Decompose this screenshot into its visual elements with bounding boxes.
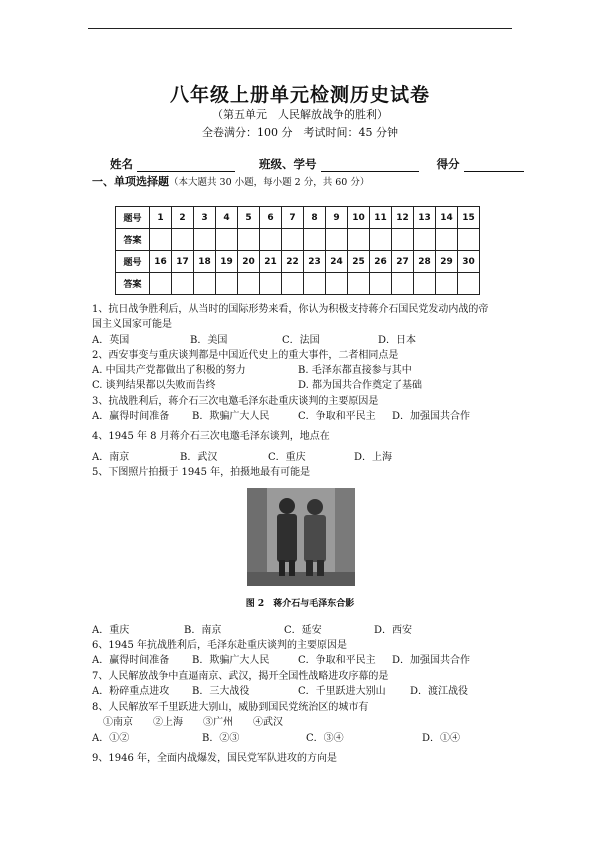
question-number: 20 <box>238 251 260 273</box>
question-number: 10 <box>348 207 370 229</box>
option[interactable]: D．加强国共合作 <box>392 655 471 666</box>
option[interactable]: B．武汉 <box>180 452 218 463</box>
answer-cell[interactable] <box>392 229 414 251</box>
row-label: 题号 <box>116 251 150 273</box>
answer-cell[interactable] <box>414 229 436 251</box>
historical-photo <box>247 488 355 586</box>
option[interactable]: A．南京 <box>92 452 130 463</box>
question-number: 15 <box>458 207 480 229</box>
answer-cell[interactable] <box>436 273 458 295</box>
question-number-row <box>116 207 480 229</box>
unit-subtitle: （第五单元 人民解放战争的胜利） <box>212 108 388 121</box>
answer-cell[interactable] <box>282 273 304 295</box>
photo-illustration <box>247 488 355 586</box>
option[interactable]: B．三大战役 <box>192 686 250 697</box>
option[interactable]: A．①② <box>92 733 130 744</box>
answer-row <box>116 229 480 251</box>
exam-meta: 全卷满分：100 分 考试时间：45 分钟 <box>202 126 398 139</box>
option[interactable]: D．加强国共合作 <box>392 411 471 422</box>
section-title: 一、单项选择题 <box>92 175 169 188</box>
question-number: 30 <box>458 251 480 273</box>
option[interactable]: A．赢得时间准备 <box>92 655 170 666</box>
question-number: 29 <box>436 251 458 273</box>
option[interactable]: B．欺骗广大人民 <box>192 411 270 422</box>
page-title: 八年级上册单元检测历史试卷 <box>169 84 430 106</box>
question-1-stem: 1、抗日战争胜利后，从当时的国际形势来看，你认为积极支持蒋介石国民党发动内战的帝 <box>92 304 489 315</box>
question-7-stem: 7、人民解放战争中直逼南京、武汉，揭开全国性战略进攻序幕的是 <box>92 671 389 682</box>
option[interactable]: B．美国 <box>190 335 228 346</box>
answer-cell[interactable] <box>436 229 458 251</box>
name-label: 姓名 <box>110 157 133 171</box>
option[interactable]: C．争取和平民主 <box>298 655 376 666</box>
question-number: 22 <box>282 251 304 273</box>
question-number: 4 <box>216 207 238 229</box>
question-number: 27 <box>392 251 414 273</box>
option[interactable]: A．赢得时间准备 <box>92 411 170 422</box>
question-number: 2 <box>172 207 194 229</box>
score-label: 得分 <box>436 157 460 171</box>
answer-cell[interactable] <box>348 273 370 295</box>
question-number: 16 <box>150 251 172 273</box>
answer-cell[interactable] <box>216 273 238 295</box>
answer-cell[interactable] <box>260 273 282 295</box>
question-4-stem: 4、1945 年 8 月蒋介石三次电邀毛泽东谈判，地点在 <box>92 431 330 442</box>
question-number: 1 <box>150 207 172 229</box>
option[interactable]: C．法国 <box>282 335 320 346</box>
question-9-stem: 9、1946 年，全面内战爆发，国民党军队进攻的方向是 <box>92 753 337 764</box>
top-rule <box>88 28 512 29</box>
option[interactable]: D．渡江战役 <box>410 686 469 697</box>
option[interactable]: B. 毛泽东都直接参与其中 <box>298 365 412 376</box>
option[interactable]: C．延安 <box>284 625 322 636</box>
question-2-stem: 2、西安事变与重庆谈判都是中国近代史上的重大事件，二者相同点是 <box>92 350 399 361</box>
answer-cell[interactable] <box>458 273 480 295</box>
question-number: 5 <box>238 207 260 229</box>
option[interactable]: A．英国 <box>92 335 130 346</box>
question-number: 25 <box>348 251 370 273</box>
question-number: 26 <box>370 251 392 273</box>
class-field[interactable] <box>321 159 419 172</box>
answer-cell[interactable] <box>150 229 172 251</box>
question-8-stem: 8、人民解放军千里跃进大别山，威胁到国民党统治区的城市有 <box>92 702 369 713</box>
class-label: 班级、学号 <box>259 157 317 171</box>
question-number: 19 <box>216 251 238 273</box>
question-number: 18 <box>194 251 216 273</box>
option[interactable]: D．日本 <box>378 335 417 346</box>
question-1-stem-cont: 国主义国家可能是 <box>92 319 172 330</box>
question-number: 6 <box>260 207 282 229</box>
question-number: 13 <box>414 207 436 229</box>
answer-cell[interactable] <box>238 229 260 251</box>
question-number: 21 <box>260 251 282 273</box>
section-note: （本大题共 30 小题，每小题 2 分，共 60 分） <box>169 177 370 188</box>
score-field[interactable] <box>464 159 524 172</box>
question-3-stem: 3、抗战胜利后，蒋介石三次电邀毛泽东赴重庆谈判的主要原因是 <box>92 396 379 407</box>
answer-cell[interactable] <box>216 229 238 251</box>
question-number: 7 <box>282 207 304 229</box>
photo-caption: 图 2 蒋介石与毛泽东合影 <box>245 599 355 609</box>
question-number: 28 <box>414 251 436 273</box>
answer-cell[interactable] <box>194 273 216 295</box>
answer-cell[interactable] <box>370 229 392 251</box>
option[interactable]: D．上海 <box>354 452 393 463</box>
answer-table <box>115 206 480 295</box>
question-number: 24 <box>326 251 348 273</box>
section-heading <box>92 173 369 189</box>
answer-cell[interactable] <box>260 229 282 251</box>
option[interactable]: C．争取和平民主 <box>298 411 376 422</box>
option[interactable]: D．①④ <box>422 733 461 744</box>
option[interactable]: A．重庆 <box>92 625 130 636</box>
question-number: 11 <box>370 207 392 229</box>
question-6-stem: 6、1945 年抗战胜利后，毛泽东赴重庆谈判的主要原因是 <box>92 640 347 651</box>
answer-cell[interactable] <box>304 273 326 295</box>
question-8-choices: ①南京 ②上海 ③广州 ④武汉 <box>103 717 283 728</box>
question-number: 12 <box>392 207 414 229</box>
question-number: 8 <box>304 207 326 229</box>
option[interactable]: B．欺骗广大人民 <box>192 655 270 666</box>
option[interactable]: C．③④ <box>306 733 344 744</box>
option[interactable]: D．西安 <box>374 625 413 636</box>
answer-cell[interactable] <box>414 273 436 295</box>
row-label: 答案 <box>116 273 150 295</box>
answer-cell[interactable] <box>304 229 326 251</box>
row-label: 答案 <box>116 229 150 251</box>
question-number: 14 <box>436 207 458 229</box>
answer-cell[interactable] <box>238 273 260 295</box>
answer-cell[interactable] <box>458 229 480 251</box>
answer-cell[interactable] <box>172 273 194 295</box>
question-number: 17 <box>172 251 194 273</box>
answer-cell[interactable] <box>392 273 414 295</box>
option[interactable]: D. 都为国共合作奠定了基础 <box>298 380 423 391</box>
question-number: 23 <box>304 251 326 273</box>
answer-cell[interactable] <box>370 273 392 295</box>
answer-cell[interactable] <box>282 229 304 251</box>
question-number-row <box>116 251 480 273</box>
answer-cell[interactable] <box>150 273 172 295</box>
option[interactable]: B．南京 <box>184 625 222 636</box>
row-label: 题号 <box>116 207 150 229</box>
question-number: 9 <box>326 207 348 229</box>
option[interactable]: A．粉碎重点进攻 <box>92 686 170 697</box>
answer-cell[interactable] <box>194 229 216 251</box>
answer-cell[interactable] <box>326 273 348 295</box>
student-info-line <box>110 156 520 172</box>
question-number: 3 <box>194 207 216 229</box>
answer-cell[interactable] <box>326 229 348 251</box>
answer-cell[interactable] <box>348 229 370 251</box>
option[interactable]: C. 谈判结果都以失败而告终 <box>92 380 216 391</box>
name-field[interactable] <box>137 159 235 172</box>
answer-row <box>116 273 480 295</box>
option[interactable]: C．千里跃进大别山 <box>298 686 386 697</box>
option[interactable]: A. 中国共产党都做出了积极的努力 <box>92 365 246 376</box>
option[interactable]: B．②③ <box>202 733 240 744</box>
answer-cell[interactable] <box>172 229 194 251</box>
question-5-stem: 5、下图照片拍摄于 1945 年，拍摄地最有可能是 <box>92 467 311 478</box>
option[interactable]: C．重庆 <box>268 452 306 463</box>
